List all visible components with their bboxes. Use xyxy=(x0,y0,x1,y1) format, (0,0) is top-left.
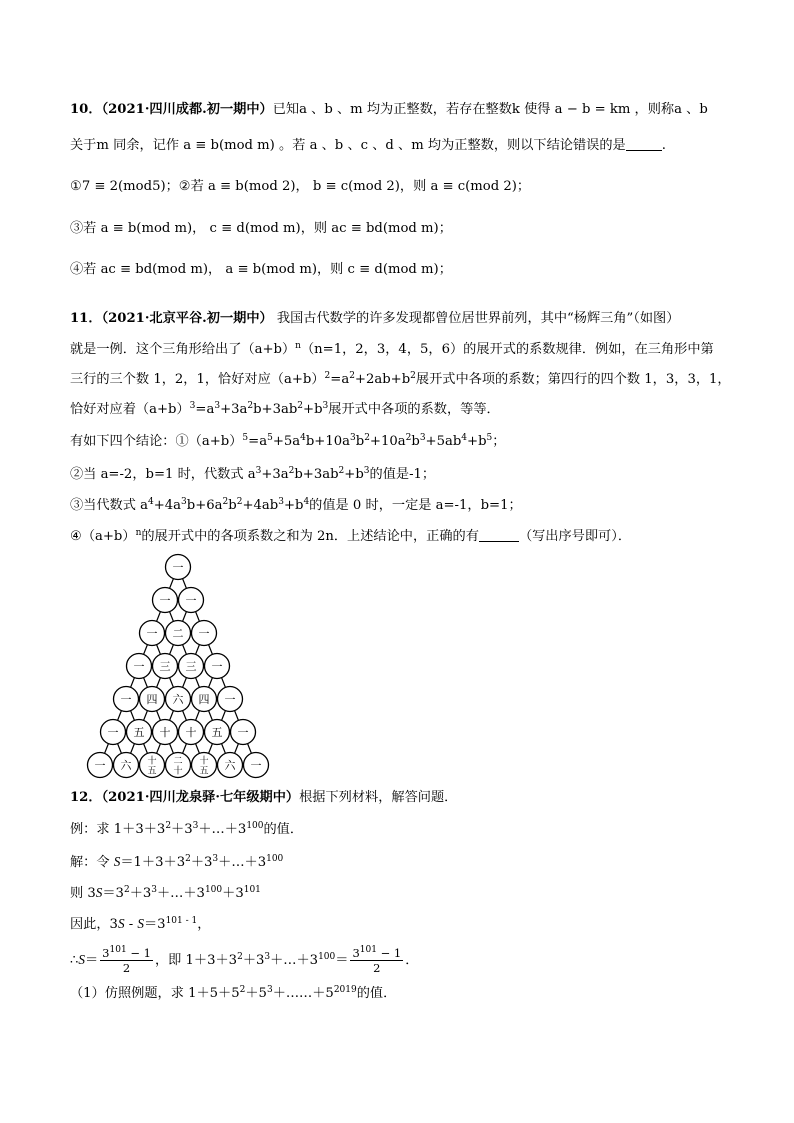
triangle-connector xyxy=(170,744,174,754)
superscript: 3 xyxy=(266,985,273,995)
superscript: 2 xyxy=(338,466,345,476)
answer-blank[interactable] xyxy=(479,528,519,542)
node-label: 四 xyxy=(198,693,210,706)
superscript: 2 xyxy=(324,371,331,381)
triangle-connector xyxy=(196,612,200,622)
superscript: 3 xyxy=(255,466,262,476)
triangle-node xyxy=(88,753,113,778)
variable-s: S xyxy=(95,885,103,900)
triangle-node xyxy=(114,687,139,712)
triangle-node xyxy=(101,720,126,745)
superscript: 4 xyxy=(148,497,154,507)
node-label: 十 xyxy=(159,726,171,739)
text-fragment: ＋3 xyxy=(129,886,152,901)
triangle-connector xyxy=(183,579,187,589)
triangle-node xyxy=(218,687,243,712)
problem-10-statement-2: ③若 a ≡ b(mod m)， c ≡ d(mod m)，则 ac ≡ bd(mod m)； xyxy=(70,221,452,236)
text-fragment: − 1 xyxy=(126,946,151,960)
text-fragment: ＋3 xyxy=(190,855,213,870)
triangle-node xyxy=(192,687,217,712)
node-label: 五 xyxy=(211,726,223,739)
triangle-connector xyxy=(144,678,148,688)
superscript: 3 xyxy=(350,433,356,443)
text-fragment: ＋3 xyxy=(242,953,265,968)
triangle-connector xyxy=(196,645,200,655)
problem-10-period: . xyxy=(661,138,666,153)
node-label: 一 xyxy=(224,693,236,706)
superscript: 101 xyxy=(359,945,377,955)
problem-11-line-6 xyxy=(70,465,730,485)
problem-12-subquestion-1 xyxy=(70,984,730,1004)
node-label: 十 xyxy=(185,726,197,739)
text-fragment: b+6a xyxy=(186,498,223,513)
problem-12-source: （2021·四川龙泉驿·七年级期中） xyxy=(101,790,300,805)
superscript: 3 xyxy=(278,497,284,507)
text-fragment: b+3ab xyxy=(294,467,339,482)
superscript: 3 xyxy=(322,401,329,411)
triangle-connector xyxy=(118,711,122,721)
fraction-numerator xyxy=(350,946,403,961)
problem-11-line-3 xyxy=(70,370,730,390)
text-fragment: - xyxy=(124,917,138,932)
text-fragment: 的值是-1； xyxy=(369,467,436,482)
text-fragment: =a xyxy=(330,372,350,387)
problem-10-text-2: 关于m 同余，记作 a ≡ b(mod m) 。若 a 、b 、c 、d 、m 均为正整数，则以下结论错误的是 xyxy=(70,138,626,153)
superscript: 2 xyxy=(239,985,246,995)
node-label: 二 xyxy=(172,627,184,640)
triangle-connector xyxy=(196,744,200,754)
problem-10-text-1: 已知a 、b 、m 均为正整数，若存在整数k 使得 a − b = km ，则称a 、b xyxy=(272,102,708,117)
text-fragment: ，即 1＋3＋3 xyxy=(154,953,238,968)
problem-12-solution-1 xyxy=(70,852,730,873)
superscript: 100 xyxy=(266,854,284,864)
problem-12-solution-3 xyxy=(70,914,730,935)
superscript: n xyxy=(295,341,301,351)
triangle-node xyxy=(166,687,191,712)
triangle-connector xyxy=(131,678,135,688)
text-fragment: 有如下四个结论：①（a+b） xyxy=(70,434,243,449)
triangle-node xyxy=(179,654,204,679)
node-label: 一 xyxy=(185,594,197,607)
node-label: 一 xyxy=(146,627,158,640)
triangle-connector xyxy=(157,744,161,754)
triangle-connector xyxy=(235,744,239,754)
node-label: 三 xyxy=(159,660,171,673)
superscript: 2 xyxy=(364,433,370,443)
fraction-denominator: 2 xyxy=(122,961,131,975)
triangle-connector xyxy=(196,678,200,688)
superscript: 2 xyxy=(165,821,172,831)
text-fragment: ； xyxy=(492,434,506,449)
text-fragment: − 1 xyxy=(376,946,402,960)
triangle-node xyxy=(205,720,230,745)
node-label: 一 xyxy=(94,759,106,772)
variable-s: S xyxy=(78,952,85,967)
superscript: 3 xyxy=(181,497,187,507)
problem-11-number: 11． xyxy=(70,311,102,326)
triangle-connector xyxy=(118,744,122,754)
triangle-node xyxy=(127,720,152,745)
fraction xyxy=(100,946,153,975)
triangle-connector xyxy=(131,711,135,721)
text-fragment: b xyxy=(228,498,237,513)
superscript: 2 xyxy=(236,497,243,507)
triangle-node xyxy=(231,720,256,745)
problem-12-solution-4 xyxy=(70,944,730,978)
text-fragment: +2ab+b xyxy=(354,372,411,387)
superscript: 2 xyxy=(185,854,191,864)
text-fragment: b+3ab xyxy=(253,402,298,417)
triangle-node xyxy=(166,753,191,778)
triangle-node xyxy=(153,588,178,613)
variable-s: S xyxy=(137,916,144,931)
text-fragment: +b xyxy=(467,434,487,449)
superscript: 100 xyxy=(318,952,336,962)
variable-s: S xyxy=(117,916,125,931)
problem-12-line-1 xyxy=(70,788,730,808)
text-fragment: ＋……＋5 xyxy=(272,986,334,1001)
text-fragment: ＋5 xyxy=(245,986,267,1001)
node-label: 十 xyxy=(147,756,157,767)
triangle-connector xyxy=(183,744,187,754)
superscript: 4 xyxy=(303,497,310,507)
text-fragment: ＋3 xyxy=(171,822,193,837)
text-fragment: 的值． xyxy=(263,822,304,837)
superscript: 2019 xyxy=(333,985,357,995)
text-fragment: ＋…＋3 xyxy=(270,953,319,968)
text-fragment: +4a xyxy=(153,498,182,513)
problem-11-line-7 xyxy=(70,496,730,516)
text-fragment: b+10a xyxy=(305,434,350,449)
superscript: 101 xyxy=(109,945,127,955)
superscript: 5 xyxy=(486,433,493,443)
triangle-node xyxy=(179,720,204,745)
problem-10-statement-3: ④若 ac ≡ bd(mod m)， a ≡ b(mod m)，则 c ≡ d(mod m)； xyxy=(70,262,452,277)
triangle-connector xyxy=(157,711,161,721)
superscript: 3 xyxy=(189,401,196,411)
superscript: 2 xyxy=(349,371,355,381)
text-fragment: 3 xyxy=(352,946,360,960)
text-fragment: b xyxy=(411,434,420,449)
superscript: n xyxy=(135,528,142,538)
triangle-connector xyxy=(222,711,226,721)
superscript: 2 xyxy=(237,952,243,962)
text-fragment: ③当代数式 a xyxy=(70,498,148,513)
node-label: 六 xyxy=(224,759,236,772)
superscript: 3 xyxy=(212,854,219,864)
problem-11-source: （2021·北京平谷.初一期中） xyxy=(101,311,273,326)
superscript: 4 xyxy=(461,433,468,443)
triangle-connector xyxy=(170,645,174,655)
node-label: 十 xyxy=(173,766,183,777)
triangle-connector xyxy=(144,711,148,721)
text-fragment: 恰好对应着（a+b） xyxy=(70,402,190,417)
superscript: 5 xyxy=(267,433,273,443)
triangle-node xyxy=(153,654,178,679)
triangle-node xyxy=(192,753,217,778)
problem-10-line-2 xyxy=(70,136,730,156)
text-fragment: ④（a+b） xyxy=(70,529,136,544)
superscript: 3 xyxy=(214,401,221,411)
node-label: 二 xyxy=(173,756,183,767)
triangle-connector xyxy=(248,744,252,754)
superscript: 5 xyxy=(242,433,249,443)
triangle-node xyxy=(166,555,191,580)
text-fragment: ＝ xyxy=(84,953,99,968)
text-fragment: 展开式中各项的系数；第四行的四个数 1，3，3，1， xyxy=(415,372,731,387)
text-fragment: 的展开式中的各项系数之和为 2n．上述结论中，正确的有 xyxy=(141,529,479,544)
text-fragment: 的值是 0 时，一定是 a=-1，b=1； xyxy=(309,498,522,513)
text-fragment: ②当 a=-2，b=1 时，代数式 a xyxy=(70,467,256,482)
text-fragment: +5a xyxy=(272,434,301,449)
node-label: 五 xyxy=(147,766,157,777)
triangle-node xyxy=(244,753,269,778)
node-label: 一 xyxy=(107,726,119,739)
triangle-node xyxy=(140,753,165,778)
fraction-numerator xyxy=(100,946,153,961)
triangle-node xyxy=(205,654,230,679)
problem-11-line-5 xyxy=(70,432,730,452)
text-fragment: （写出序号即可）． xyxy=(518,529,632,544)
text-fragment: +b xyxy=(283,498,304,513)
text-fragment: （1）仿照例题，求 1＋5＋5 xyxy=(70,986,240,1001)
text-fragment: +4ab xyxy=(242,498,279,513)
superscript: 3 xyxy=(363,466,370,476)
text-fragment: +10a xyxy=(369,434,406,449)
problem-12-example xyxy=(70,820,730,840)
problem-11-line-1 xyxy=(70,309,730,329)
triangle-connector xyxy=(157,645,161,655)
text-fragment: 因此，3 xyxy=(70,917,118,932)
problem-11-line-4 xyxy=(70,400,730,420)
superscript: 2 xyxy=(288,466,295,476)
triangle-connector xyxy=(170,711,174,721)
text-fragment: =a xyxy=(195,402,215,417)
superscript: 3 xyxy=(151,885,157,895)
text-fragment: 例：求 1＋3＋3 xyxy=(70,822,166,837)
text-fragment: ＋3 xyxy=(222,886,244,901)
node-label: 一 xyxy=(159,594,171,607)
triangle-connector xyxy=(183,645,187,655)
superscript: 101 - 1 xyxy=(165,916,198,926)
text-fragment: ． xyxy=(405,953,419,968)
superscript: 3 xyxy=(264,952,271,962)
superscript: 2 xyxy=(410,371,416,381)
text-fragment: ， xyxy=(197,917,211,932)
node-label: 六 xyxy=(120,759,132,772)
text-fragment: 三行的三个数 1，2，1，恰好对应（a+b） xyxy=(70,372,325,387)
triangle-connector xyxy=(222,678,226,688)
triangle-connector xyxy=(183,678,187,688)
text-fragment: +3a xyxy=(261,467,289,482)
triangle-connector xyxy=(222,744,226,754)
triangle-connector xyxy=(183,612,187,622)
text-fragment: +5ab xyxy=(425,434,462,449)
problem-12-solution-2 xyxy=(70,883,730,904)
text-fragment: =a xyxy=(248,434,268,449)
triangle-connector xyxy=(105,744,109,754)
answer-blank[interactable] xyxy=(626,137,662,151)
triangle-node xyxy=(153,720,178,745)
triangle-node xyxy=(127,654,152,679)
node-label: 一 xyxy=(250,759,262,772)
triangle-connector xyxy=(170,612,174,622)
text-fragment: +3a xyxy=(220,402,248,417)
triangle-connector xyxy=(209,678,213,688)
problem-10-source: （2021·四川成都.初一期中） xyxy=(101,102,273,117)
text-fragment: （n=1，2，3，4，5，6）的展开式的系数规律．例如，在三角形中第 xyxy=(300,342,714,357)
triangle-connector xyxy=(131,744,135,754)
node-label: 十 xyxy=(199,756,209,767)
therefore-symbol: ∴ xyxy=(70,953,79,968)
node-label: 一 xyxy=(198,627,210,640)
node-label: 五 xyxy=(133,726,145,739)
node-label: 一 xyxy=(211,660,223,673)
triangle-connector xyxy=(209,645,213,655)
node-label: 一 xyxy=(120,693,132,706)
fraction xyxy=(350,946,403,975)
variable-s: S xyxy=(113,854,121,869)
superscript: 2 xyxy=(405,433,412,443)
triangle-connector xyxy=(196,711,200,721)
text-fragment: +b xyxy=(344,467,364,482)
triangle-connector xyxy=(183,711,187,721)
problem-10-line-1 xyxy=(70,100,730,120)
problem-12-text-1: 根据下列材料，解答问题． xyxy=(299,790,458,805)
triangle-node xyxy=(218,753,243,778)
node-label: 四 xyxy=(146,693,158,706)
superscript: 101 xyxy=(243,885,261,895)
text-fragment: 的值． xyxy=(356,986,397,1001)
node-label: 五 xyxy=(199,766,209,777)
yanghui-triangle-figure xyxy=(72,552,292,784)
superscript: 100 xyxy=(204,885,223,895)
problem-12-number: 12． xyxy=(70,790,102,805)
superscript: 3 xyxy=(419,433,426,443)
triangle-node xyxy=(166,621,191,646)
text-fragment: 则 3 xyxy=(70,886,96,901)
text-fragment: 3 xyxy=(102,946,110,960)
problem-11-line-8 xyxy=(70,527,730,547)
triangle-connector xyxy=(209,711,213,721)
triangle-connector xyxy=(209,744,213,754)
triangle-node xyxy=(179,588,204,613)
superscript: 2 xyxy=(297,401,304,411)
triangle-node xyxy=(114,753,139,778)
superscript: 4 xyxy=(300,433,306,443)
superscript: 2 xyxy=(247,401,254,411)
text-fragment: ＝3 xyxy=(143,917,166,932)
triangle-connector xyxy=(235,711,239,721)
text-fragment: 展开式中各项的系数，等等． xyxy=(328,402,500,417)
triangle-node xyxy=(192,621,217,646)
triangle-connector xyxy=(170,678,174,688)
triangle-connector xyxy=(157,612,161,622)
node-label: 一 xyxy=(172,561,184,574)
triangle-connector xyxy=(144,645,148,655)
node-label: 一 xyxy=(237,726,249,739)
text-fragment: 就是一例．这个三角形给出了（a+b） xyxy=(70,342,296,357)
problem-11-line-2 xyxy=(70,340,730,360)
node-label: 三 xyxy=(185,660,197,673)
node-label: 一 xyxy=(133,660,145,673)
triangle-connector xyxy=(157,678,161,688)
problem-10-number: 10． xyxy=(70,102,102,117)
text-fragment: ＝ xyxy=(335,953,349,968)
triangle-connector xyxy=(170,579,174,589)
superscript: 3 xyxy=(192,821,199,831)
problem-11-text-1: 我国古代数学的许多发现都曾位居世界前列，其中“杨辉三角”（如图） xyxy=(276,311,680,326)
text-fragment: 解：令 xyxy=(70,855,114,870)
text-fragment: ＝1＋3＋3 xyxy=(120,855,186,870)
text-fragment: +b xyxy=(303,402,323,417)
triangle-node xyxy=(140,621,165,646)
text-fragment: ＋…＋3 xyxy=(198,822,247,837)
text-fragment: ＋…＋3 xyxy=(218,855,267,870)
problem-10-statement-1: ①7 ≡ 2(mod5)；②若 a ≡ b(mod 2)， b ≡ c(mod 2)，则 a ≡ c(mod 2)； xyxy=(70,179,531,194)
text-fragment: ＋…＋3 xyxy=(157,886,205,901)
fraction-denominator: 2 xyxy=(373,961,381,975)
triangle-connector xyxy=(144,744,148,754)
superscript: 2 xyxy=(222,497,229,507)
superscript: 2 xyxy=(123,885,130,895)
superscript: 100 xyxy=(246,821,264,831)
text-fragment: b xyxy=(355,434,365,449)
node-label: 六 xyxy=(172,693,184,706)
text-fragment: ＝3 xyxy=(102,886,124,901)
triangle-node xyxy=(140,687,165,712)
